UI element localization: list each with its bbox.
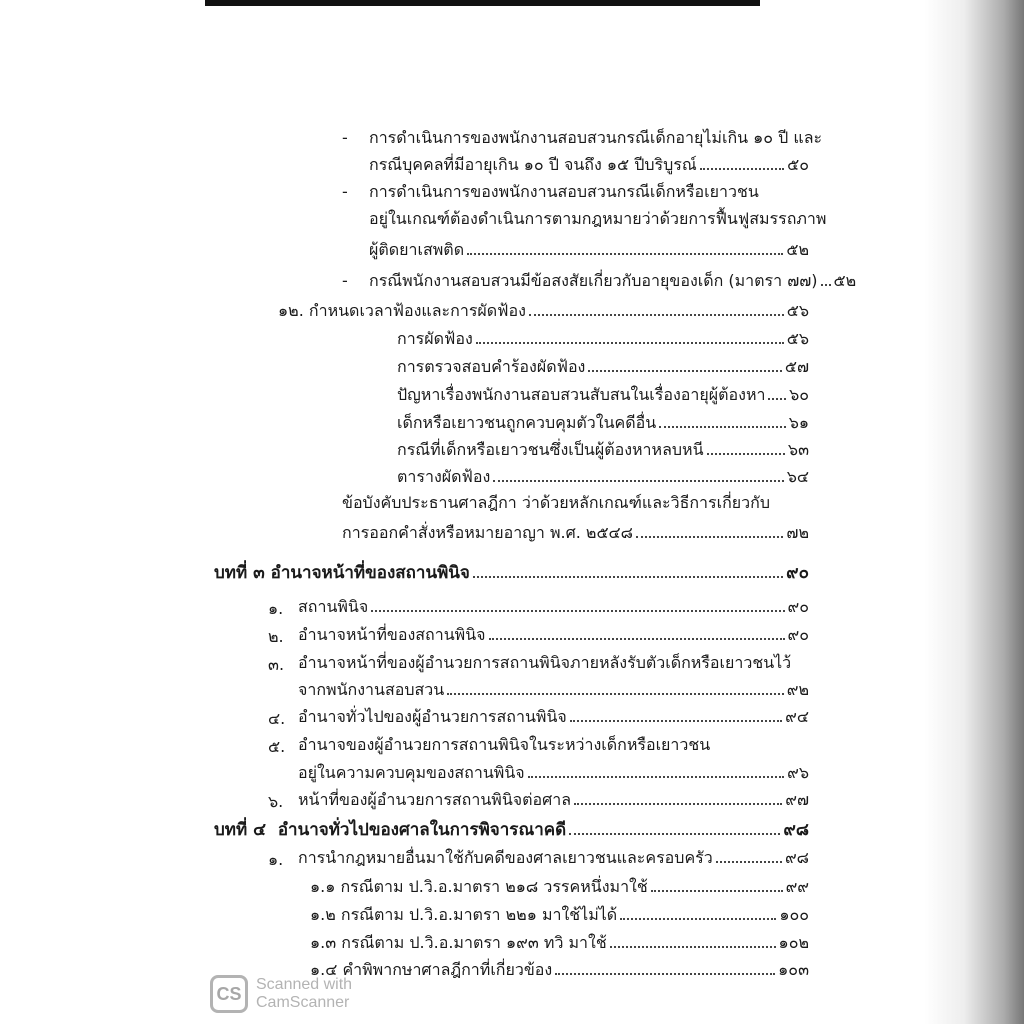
- toc-text: การผัดฟ้อง: [397, 329, 473, 348]
- toc-text: การดำเนินการของพนักงานสอบสวนกรณีเด็กอายุไม่เกิน ๑๐ ปี และ: [369, 128, 823, 147]
- toc-line: [298, 735, 710, 755]
- camscanner-logo-icon: CS: [210, 975, 248, 1013]
- toc-line: [369, 128, 822, 148]
- page-number: ๕๒: [786, 240, 809, 259]
- dot-leader: [700, 168, 784, 170]
- dot-leader: [588, 370, 782, 372]
- chapter-title: อำนาจหน้าที่ของสถานพินิจ: [270, 563, 470, 583]
- page-number: ๗๒: [786, 523, 809, 542]
- dot-leader: [574, 803, 782, 805]
- toc-text: การดำเนินการของพนักงานสอบสวนกรณีเด็กหรือเยาวชน: [369, 182, 759, 201]
- dot-leader: [473, 576, 783, 578]
- toc-line: [369, 182, 759, 202]
- toc-entry[interactable]: [298, 707, 809, 727]
- bullet-dash: -: [342, 271, 348, 290]
- toc-line: [342, 493, 770, 513]
- dot-leader: [620, 918, 776, 920]
- page-number: ๙๐: [787, 597, 809, 616]
- bullet-dash: -: [342, 128, 348, 147]
- section-number: ๒.: [268, 627, 284, 646]
- toc-entry[interactable]: [369, 271, 857, 291]
- dot-leader: [821, 284, 831, 286]
- toc-entry[interactable]: [369, 155, 809, 175]
- toc-text: ๑.๒ กรณีตาม ป.วิ.อ.มาตรา ๒๒๑ มาใช้ไม่ได้: [310, 905, 618, 924]
- page-number: ๕๖: [786, 329, 809, 348]
- dot-leader: [528, 776, 784, 778]
- toc-entry[interactable]: [298, 625, 809, 645]
- dot-leader: [489, 638, 785, 640]
- chapter-title: อำนาจทั่วไปของศาลในการพิจารณาคดี: [277, 820, 567, 840]
- dot-leader: [716, 861, 782, 863]
- toc-entry[interactable]: [397, 385, 809, 405]
- dot-leader: [555, 973, 775, 975]
- dot-leader: [610, 946, 776, 948]
- page-number: ๖๑: [788, 413, 809, 432]
- dot-leader: [636, 536, 783, 538]
- toc-text: เด็กหรือเยาวชนถูกควบคุมตัวในคดีอื่น: [397, 413, 657, 432]
- page-number: ๙๗: [785, 790, 809, 809]
- toc-text: กำหนดเวลาฟ้องและการผัดฟ้อง: [308, 301, 526, 320]
- section-number: ๓.: [268, 655, 285, 674]
- watermark-line2: CamScanner: [256, 994, 350, 1011]
- page-number: ๑๐๓: [778, 960, 809, 979]
- bullet-dash: -: [342, 182, 348, 201]
- page-number: ๙๐: [787, 625, 809, 644]
- toc-text: ปัญหาเรื่องพนักงานสอบสวนสับสนในเรื่องอายุผู้ต้องหา: [397, 385, 766, 404]
- toc-entry[interactable]: [310, 905, 809, 925]
- toc-entry[interactable]: [298, 680, 809, 700]
- chapter-label: บทที่ ๔: [214, 820, 266, 840]
- toc-text: การออกคำสั่งหรือหมายอาญา พ.ศ. ๒๕๔๘: [342, 523, 634, 542]
- toc-text: กรณีพนักงานสอบสวนมีข้อสงสัยเกี่ยวกับอายุของเด็ก (มาตรา ๗๗): [369, 271, 818, 290]
- toc-entry[interactable]: [298, 790, 809, 810]
- chapter-heading[interactable]: [214, 563, 809, 583]
- toc-entry[interactable]: [298, 848, 809, 868]
- toc-entry[interactable]: [397, 413, 809, 433]
- section-number: ๑๒.: [278, 301, 304, 320]
- toc-line: [369, 209, 826, 229]
- page-number: ๙๔: [785, 707, 809, 726]
- toc-text: อำนาจหน้าที่ของสถานพินิจ: [298, 625, 486, 644]
- toc-entry[interactable]: [278, 301, 809, 321]
- toc-text: หน้าที่ของผู้อำนวยการสถานพินิจต่อศาล: [298, 790, 572, 809]
- toc-text: ตารางผัดฟ้อง: [397, 467, 491, 486]
- chapter-heading[interactable]: [214, 820, 809, 840]
- page-number: ๕๖: [786, 301, 809, 320]
- page-number: ๙๖: [787, 763, 809, 782]
- toc-text: อยู่ในเกณฑ์ต้องดำเนินการตามกฎหมายว่าด้วยการฟื้นฟูสมรรถภาพ: [369, 209, 827, 228]
- toc-text: กรณีที่เด็กหรือเยาวชนซึ่งเป็นผู้ต้องหาหลบหนี: [397, 440, 704, 459]
- dot-leader: [467, 253, 783, 255]
- page-number: ๙๘: [784, 848, 809, 867]
- page-number: ๖๔: [786, 467, 809, 486]
- camscanner-watermark: [210, 975, 352, 1013]
- toc-entry[interactable]: [342, 523, 809, 543]
- toc-text: ๑.๔ คำพิพากษาศาลฎีกาที่เกี่ยวข้อง: [310, 960, 553, 979]
- page-number: ๑๐๒: [778, 933, 809, 952]
- toc-text: ผู้ติดยาเสพติด: [369, 240, 465, 259]
- dot-leader: [447, 693, 784, 695]
- page-number: ๙๙: [785, 877, 809, 896]
- watermark-line1: Scanned with: [256, 976, 353, 993]
- toc-text: การตรวจสอบคำร้องผัดฟ้อง: [397, 357, 586, 376]
- page-number: ๖๓: [787, 440, 809, 459]
- page-number: ๖๐: [789, 385, 809, 404]
- dot-leader: [659, 426, 786, 428]
- dot-leader: [707, 453, 785, 455]
- toc-entry[interactable]: [397, 467, 809, 487]
- toc-text: จากพนักงานสอบสวน: [298, 680, 445, 699]
- dot-leader: [569, 833, 780, 835]
- toc-text: อำนาจทั่วไปของผู้อำนวยการสถานพินิจ: [298, 707, 567, 726]
- toc-entry[interactable]: [298, 763, 809, 783]
- toc-entry[interactable]: [397, 329, 809, 349]
- toc-entry[interactable]: [310, 933, 809, 953]
- dot-leader: [371, 610, 784, 612]
- toc-text: ๑.๑ กรณีตาม ป.วิ.อ.มาตรา ๒๑๘ วรรคหนึ่งมาใช้: [310, 877, 648, 896]
- toc-entry[interactable]: [310, 877, 809, 897]
- section-number: ๕.: [268, 737, 286, 756]
- toc-text: ข้อบังคับประธานศาลฎีกา ว่าด้วยหลักเกณฑ์และวิธีการเกี่ยวกับ: [342, 493, 770, 512]
- section-number: ๑.: [268, 850, 284, 869]
- toc-text: อยู่ในความควบคุมของสถานพินิจ: [298, 763, 525, 782]
- dot-leader: [768, 398, 786, 400]
- page-number: ๙๘: [783, 820, 809, 840]
- page-edge-shadow: [924, 0, 1024, 1024]
- toc-text: ๑.๓ กรณีตาม ป.วิ.อ.มาตรา ๑๙๓ ทวิ มาใช้: [310, 933, 607, 952]
- toc-text: กรณีบุคคลที่มีอายุเกิน ๑๐ ปี จนถึง ๑๕ ปีบริบูรณ์: [369, 155, 697, 174]
- toc-text: อำนาจของผู้อำนวยการสถานพินิจในระหว่างเด็กหรือเยาวชน: [298, 735, 711, 754]
- page-number: ๕๐: [787, 155, 809, 174]
- toc-text: สถานพินิจ: [298, 597, 369, 616]
- page-number: ๑๐๐: [779, 905, 809, 924]
- page-number: ๙๐: [786, 563, 809, 583]
- scan-edge-bar: [205, 0, 760, 6]
- toc-entry[interactable]: [397, 440, 809, 460]
- dot-leader: [570, 720, 782, 722]
- chapter-label: บทที่ ๓: [214, 563, 265, 583]
- toc-text: อำนาจหน้าที่ของผู้อำนวยการสถานพินิจภายหลังรับตัวเด็กหรือเยาวชนไว้: [298, 653, 792, 672]
- toc-text: การนำกฎหมายอื่นมาใช้กับคดีของศาลเยาวชนและครอบครัว: [298, 848, 713, 867]
- toc-entry[interactable]: [397, 357, 809, 377]
- page-number: ๕๗: [784, 357, 809, 376]
- dot-leader: [493, 480, 783, 482]
- dot-leader: [651, 890, 783, 892]
- toc-entry[interactable]: [298, 597, 809, 617]
- dot-leader: [476, 342, 784, 344]
- toc-entry[interactable]: [369, 240, 809, 260]
- section-number: ๑.: [268, 599, 284, 618]
- section-number: ๔.: [268, 709, 286, 728]
- section-number: ๖.: [268, 792, 284, 811]
- dot-leader: [529, 314, 784, 316]
- page-number: ๙๒: [786, 680, 809, 699]
- toc-line: [298, 653, 791, 673]
- page-number: ๕๒: [833, 271, 857, 290]
- toc-entry[interactable]: [310, 960, 809, 980]
